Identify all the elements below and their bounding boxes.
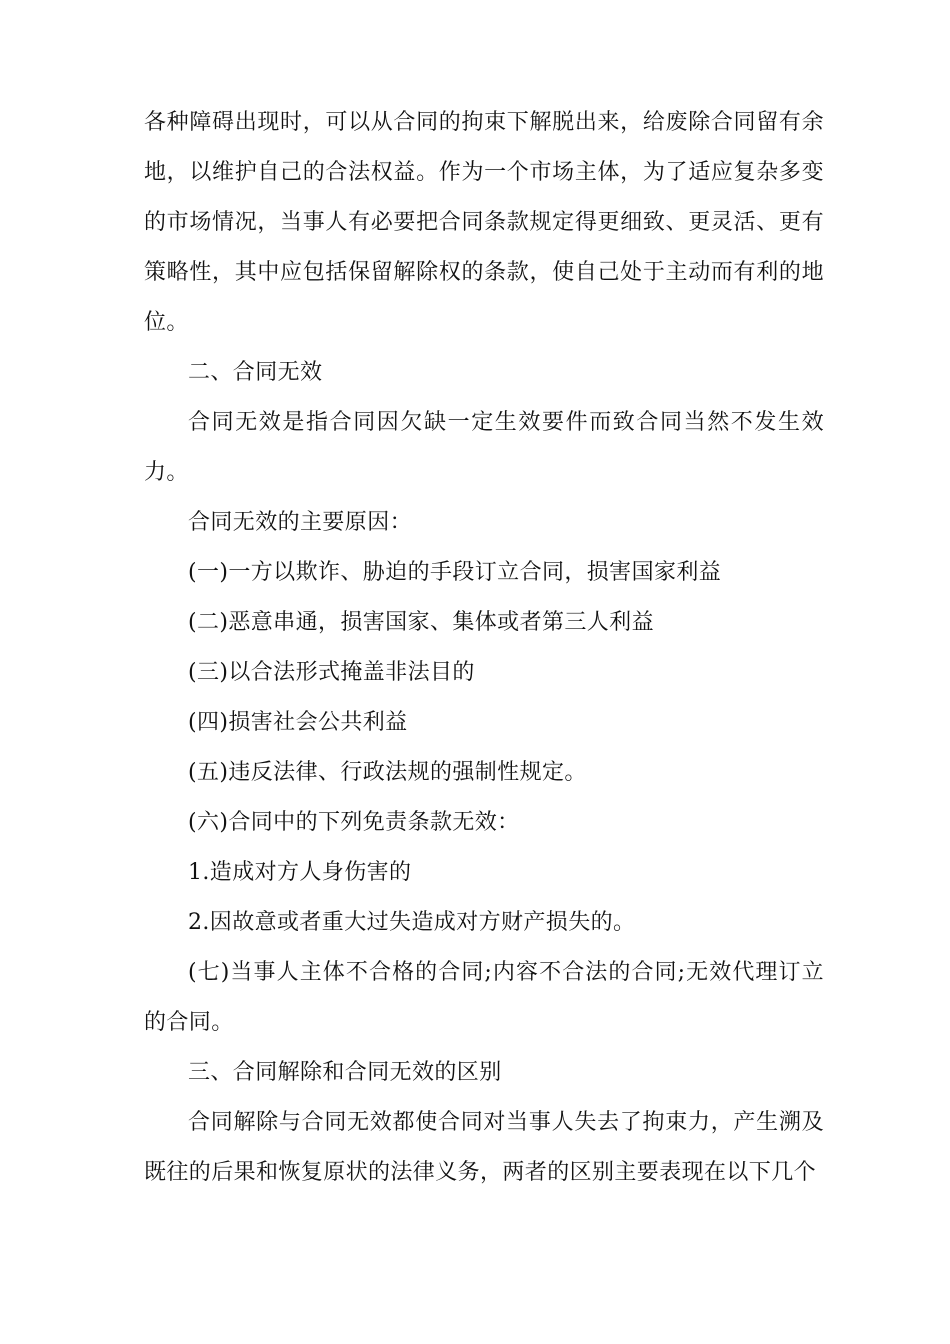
list-item-cause-2: (二)恶意串通，损害国家、集体或者第三人利益 (188, 610, 654, 635)
list-item-cause-4: (四)损害社会公共利益 (188, 710, 408, 735)
section-heading-difference: 三、合同解除和合同无效的区别 (188, 1060, 502, 1085)
paragraph-invalid-definition: 合同无效是指合同因欠缺一定生效要件而致合同当然不发生效力。 (144, 410, 824, 485)
sub-item-1: 1.造成对方人身伤害的 (188, 860, 412, 885)
list-item-cause-7: (七)当事人主体不合格的合同;内容不合法的合同;无效代理订立的合同。 (144, 960, 824, 1035)
paragraph-difference: 合同解除与合同无效都使合同对当事人失去了拘束力，产生溯及既往的后果和恢复原状的法律义务，两者的区别主要表现在以下几个 (144, 1110, 824, 1185)
list-item-cause-3: (三)以合法形式掩盖非法目的 (188, 660, 475, 685)
paragraph-continuation: 各种障碍出现时，可以从合同的拘束下解脱出来，给废除合同留有余地，以维护自己的合法权益。作为一个市场主体，为了适应复杂多变的市场情况，当事人有必要把合同条款规定得更细致、更灵活、更有策略性，其中应包括保留解除权的条款，使自己处于主动而有利的地位。 (144, 110, 824, 335)
section-heading-contract-invalid: 二、合同无效 (188, 360, 323, 385)
list-item-cause-5: (五)违反法律、行政法规的强制性规定。 (188, 760, 587, 785)
sub-item-2: 2.因故意或者重大过失造成对方财产损失的。 (188, 910, 636, 935)
list-item-cause-6: (六)合同中的下列免责条款无效： (188, 810, 520, 835)
paragraph-invalid-causes-intro: 合同无效的主要原因： (188, 510, 413, 535)
document-body (144, 98, 824, 1198)
list-item-cause-1: (一)一方以欺诈、胁迫的手段订立合同，损害国家利益 (188, 560, 722, 585)
